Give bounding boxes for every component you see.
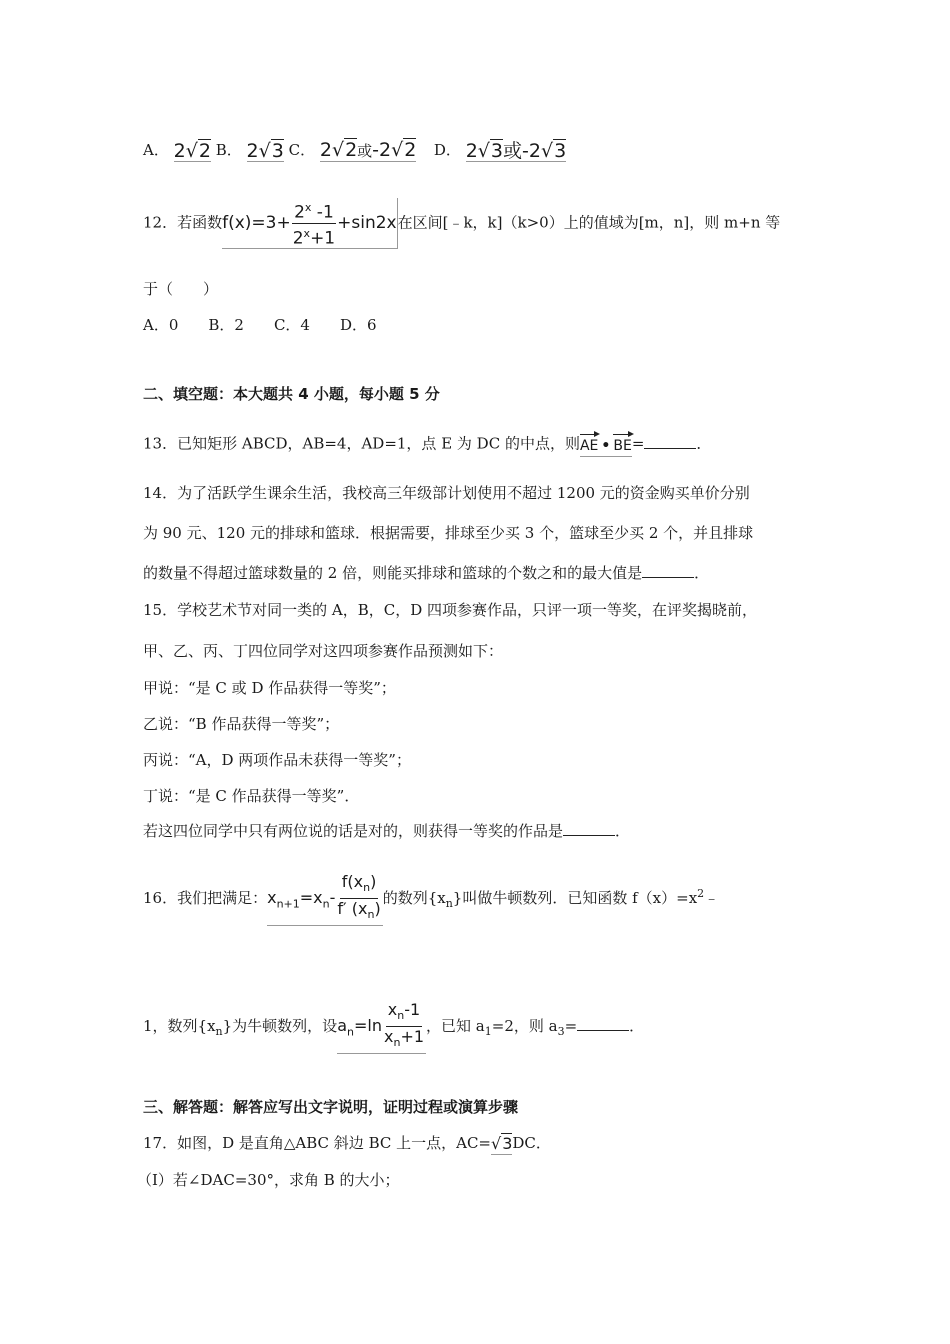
- q11-option-c-label: C．: [288, 141, 316, 159]
- sqrt-symbol: √2: [391, 139, 417, 161]
- q12-stem: [143, 198, 780, 249]
- answer-blank: [642, 563, 694, 578]
- q11-option-b-value: 2√3: [246, 139, 284, 162]
- answer-blank: [577, 1016, 629, 1031]
- q14-line1: 14．为了活跃学生课余生活，我校高三年级部计划使用不超过 1200 元的资金购买单价分别: [143, 484, 750, 502]
- q17-stem: 17．如图，D 是直角△ABC 斜边 BC 上一点，AC=√3DC．: [143, 1133, 551, 1153]
- q11-option-c-value: 2√2或-2√2: [319, 139, 417, 161]
- q11-option-b-label: B．: [215, 141, 242, 159]
- q11-option-d-value: 2√3或-2√3: [465, 139, 567, 162]
- q11-option-a-label: A．: [143, 141, 169, 159]
- q17-part1: （I）若∠DAC=30°，求角 B 的大小；: [137, 1171, 400, 1189]
- q12-options: A．0 B．2 C．4 D．6: [143, 316, 377, 334]
- q15-ding: 丁说：“是 C 作品获得一等奖”．: [143, 787, 360, 805]
- q13-stem: 13．已知矩形 ABCD，AB=4，AD=1，点 E 为 DC 的中点，则AE • BE= ．: [143, 432, 711, 457]
- sqrt-symbol: √2: [185, 139, 211, 162]
- answer-blank: [644, 434, 696, 449]
- q11-options: [143, 140, 566, 162]
- q12-suffix: 在区间[﹣k，k]（k>0）上的值域为[m，n]，则 m+n 等: [397, 213, 781, 232]
- q15-bing: 丙说：“A，D 两项作品未获得一等奖”；: [143, 751, 411, 769]
- q15-last: 若这四位同学中只有两位说的话是对的，则获得一等奖的作品是 ．: [143, 822, 631, 840]
- q16-fraction: $\frac{f(x_n)}{f' (x_n)}$: [337, 872, 381, 922]
- q16-an-fraction: $\frac{x_n-1}{x_n+1}$: [383, 1000, 425, 1050]
- q16-line1: 16．我们把满足：$x_{n+1}=x_n-$ $\frac{f(x_n)}{f' (x_n)}$ 的数列$\{x_n\}$叫做牛顿数列．已知函数 $f(x)=x^2﹣$: [143, 872, 719, 926]
- vector-arrow-icon: AE: [580, 432, 598, 456]
- q16-newton-formula: $x_{n+1}=x_n-$ $\frac{f(x_n)}{f' (x_n)}$: [267, 872, 383, 926]
- q12-prefix: 12．若函数: [143, 213, 223, 232]
- vector-arrow-icon: BE: [613, 432, 631, 456]
- section3-heading: 三、解答题：解答应写出文字说明，证明过程或演算步骤: [143, 1098, 519, 1116]
- q15-line2: 甲、乙、丙、丁四位同学对这四项参赛作品预测如下：: [143, 642, 504, 660]
- q17-sqrt-formula: [491, 1134, 512, 1155]
- sqrt-symbol: √3: [491, 1133, 513, 1153]
- sqrt-symbol: √3: [540, 139, 567, 162]
- answer-blank: [563, 821, 615, 836]
- q16-an-formula: $a_n=\ln$ $\frac{x_n-1}{x_n+1}$: [337, 1000, 426, 1054]
- q12-function-formula: f(x)=3+ $\frac{2^x -1}{2^x+1}$ +sin2x: [222, 198, 398, 249]
- q13-vector-product: AE • BE: [580, 432, 632, 457]
- sqrt-symbol: √3: [258, 139, 284, 162]
- q14-line3: 的数量不得超过篮球数量的 2 倍，则能买排球和篮球的个数之和的最大值是 ．: [143, 564, 710, 582]
- q12-line2: 于（ ）: [143, 280, 219, 298]
- q14-line2: 为 90 元、120 元的排球和篮球．根据需要，排球至少买 3 个，篮球至少买 2 个，并且排球: [143, 524, 754, 542]
- q11-option-a-value: 2√2: [173, 139, 211, 162]
- q16-line2: 1，数列$\{x_n\}$为牛顿数列，设$a_n=\ln$ $\frac{x_n-1}{x_n+1}$ ，已知 $a_1=2$，则 $a_3=$ ．: [143, 1000, 644, 1054]
- sqrt-symbol: √3: [477, 139, 503, 162]
- q15-line1: 15．学校艺术节对同一类的 A，B，C，D 四项参赛作品，只评一项一等奖，在评奖揭晓前，: [143, 601, 757, 619]
- sqrt-symbol: √2: [331, 139, 358, 161]
- q12-fraction: $\frac{2^x -1}{2^x+1}$: [291, 198, 337, 248]
- section2-heading: 二、填空题：本大题共 4 小题，每小题 5 分: [143, 385, 440, 403]
- q11-option-d-label: D．: [433, 141, 461, 159]
- q15-jia: 甲说：“是 C 或 D 作品获得一等奖”；: [143, 679, 396, 697]
- q15-yi: 乙说：“B 作品获得一等奖”；: [143, 715, 340, 733]
